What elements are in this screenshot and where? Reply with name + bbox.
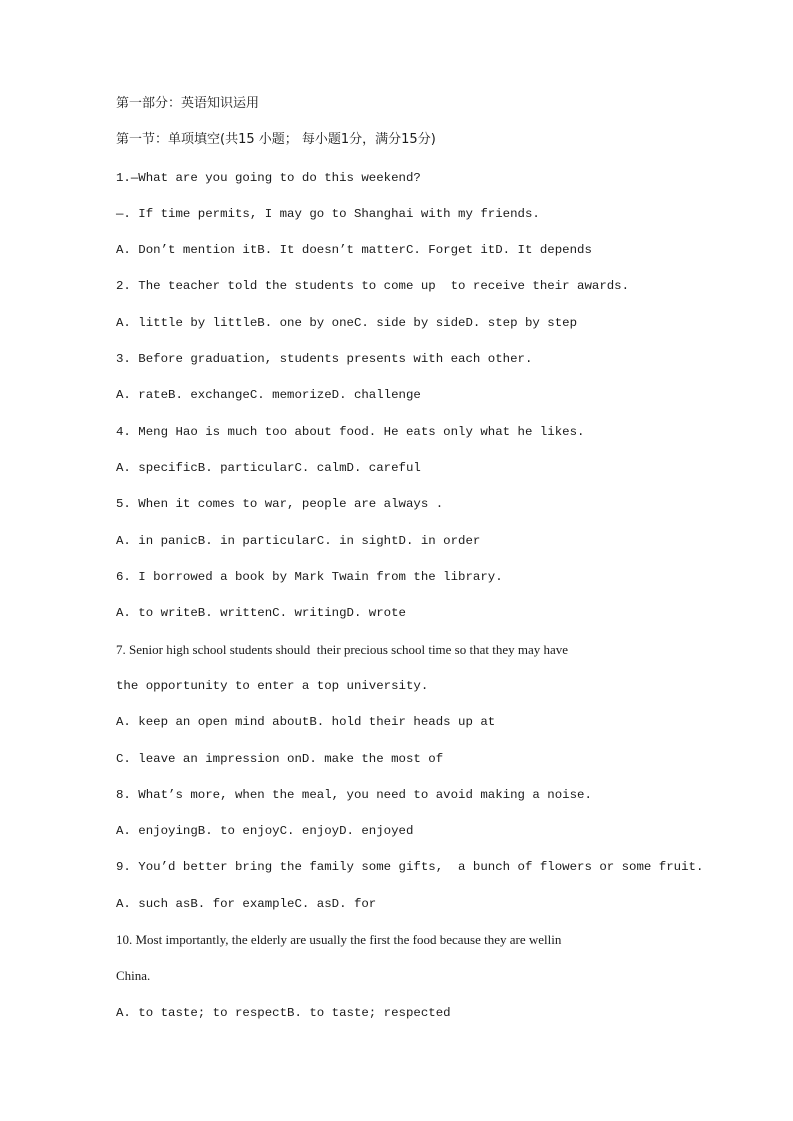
question-5-options: A. in panicB. in particularC. in sightD. in order [116,534,481,548]
question-2-stem: 2. The teacher told the students to come up to receive their awards. [116,279,630,293]
question-10-options: A. to taste; to respectB. to taste; respected [116,1006,451,1020]
question-5-stem: 5. When it comes to war, people are always . [116,497,444,511]
question-6-options: A. to writeB. writtenC. writingD. wrote [116,606,406,620]
part-heading: 第一部分：英语知识运用 [116,96,260,111]
question-7-options-cd: C. leave an impression onD. make the most of [116,752,444,766]
question-8-stem: 8. What’s more, when the meal, you need to avoid making a noise. [116,788,592,802]
question-4-stem: 4. Meng Hao is much too about food. He eats only what he likes. [116,425,585,439]
question-6-stem: 6. I borrowed a book by Mark Twain from the library. [116,570,503,584]
question-7-stem: 7. Senior high school students should their precious school time so that they may have [116,642,569,657]
question-4-options: A. specificB. particularC. calmD. careful [116,461,421,475]
question-3-options: A. rateB. exchangeC. memorizeD. challenge [116,388,421,402]
question-9-options: A. such asB. for exampleC. asD. for [116,897,377,911]
question-1-stem: 1.—What are you going to do this weekend? [116,171,421,185]
question-10-stem-continued: China. [116,968,151,983]
question-8-options: A. enjoyingB. to enjoyC. enjoyD. enjoyed [116,824,414,838]
question-3-stem: 3. Before graduation, students presents with each other. [116,352,533,366]
question-7-options-ab: A. keep an open mind aboutB. hold their heads up at [116,715,496,729]
question-9-stem: 9. You’d better bring the family some gifts, a bunch of flowers or some fruit. [116,860,704,874]
section-heading: 第一节：单项填空(共15 小题； 每小题1分，满分15分) [116,132,436,147]
question-2-options: A. little by littleB. one by oneC. side by sideD. step by step [116,316,578,330]
question-1-options: A. Don’t mention itB. It doesn’t matterC. Forget itD. It depends [116,243,592,257]
question-1-dialogue: —. If time permits, I may go to Shanghai with my friends. [116,207,540,221]
question-10-stem: 10. Most importantly, the elderly are usually the first the food because they are wellin [116,932,562,947]
question-7-stem-continued: the opportunity to enter a top university. [116,679,429,693]
